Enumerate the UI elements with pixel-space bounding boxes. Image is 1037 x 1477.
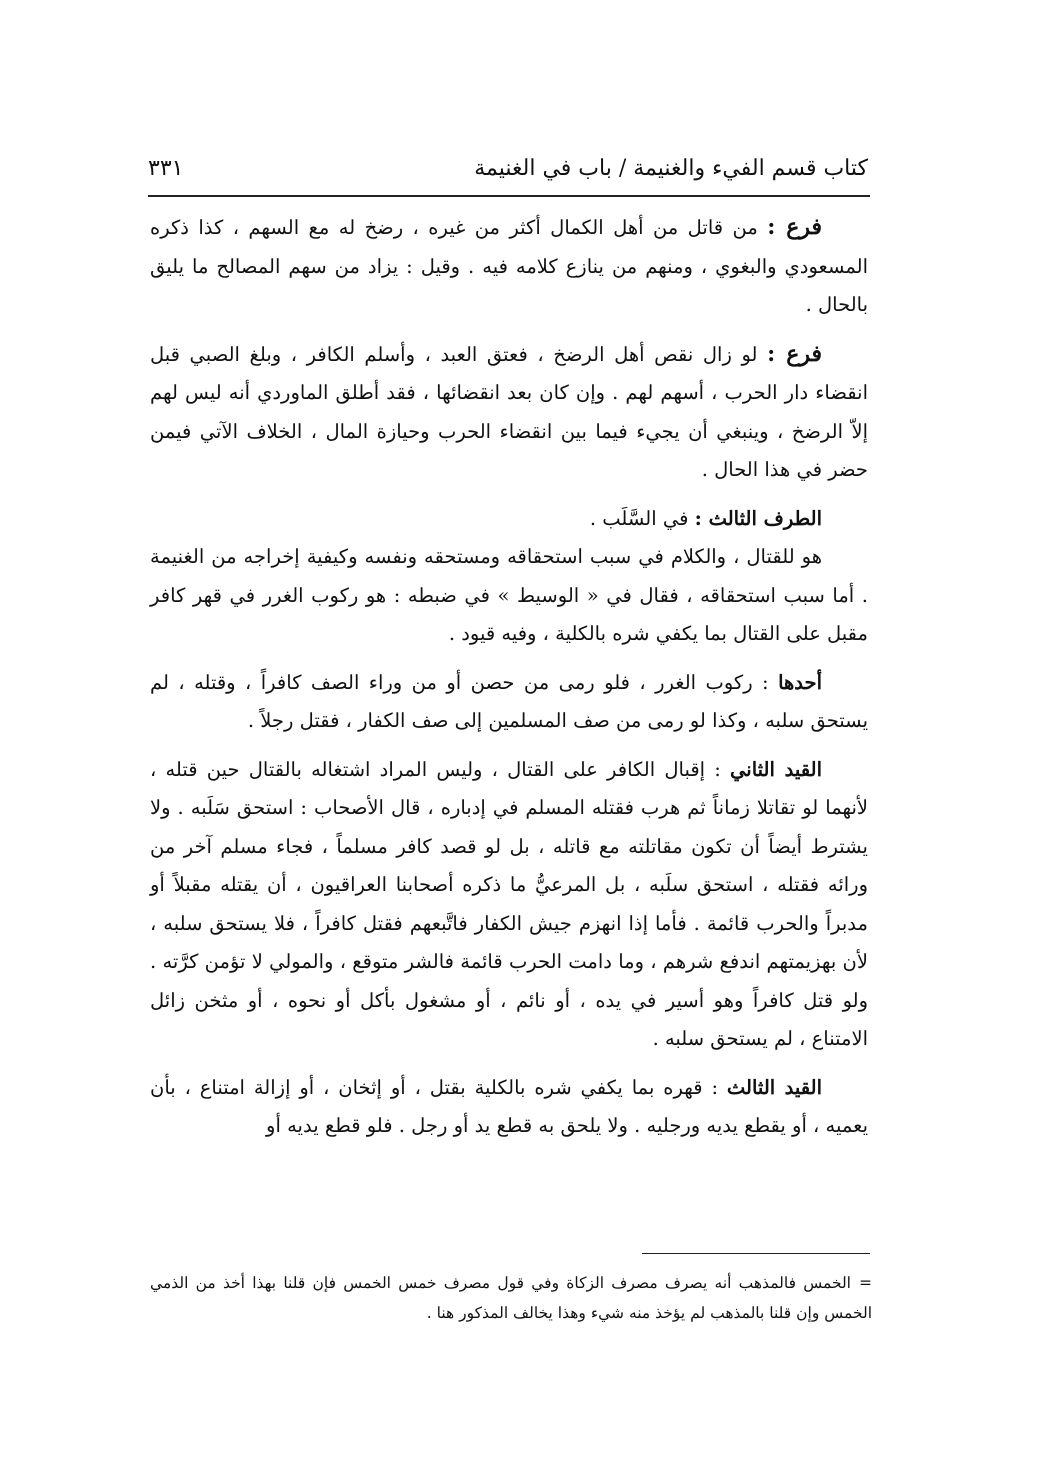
paragraph-lead: القيد الثالث: [726, 1075, 822, 1099]
paragraph-text: لو زال نقص أهل الرضخ ، فعتق العبد ، وأسلم الكافر ، وبلغ الصبي قبل انقضاء دار الحرب ، أسهم لهم . وإن كان بعد انقضائها ، فقد أطلق الماوردي أنه ليس لهم إلاّ الرضخ ، وينبغي أن يجيء فيما بين انقضاء الحرب وحيازة المال ، الخلاف الآتي فيمن حضر في هذا الحال .: [150, 342, 868, 481]
running-header: [148, 150, 868, 190]
paragraph-salab-intro: [150, 538, 868, 654]
paragraph-condition-3: [150, 1069, 868, 1146]
paragraph-branch-2: [150, 335, 868, 490]
paragraph-text: : قهره بما يكفي شره بالكلية بقتل ، أو إثخان ، أو إزالة امتناع ، بأن يعميه ، أو يقطع يديه ورجليه . ولا يلحق به قطع يد أو رجل . فلو قطع يديه أو: [150, 1075, 868, 1137]
header-divider: [148, 195, 870, 197]
main-text: [150, 208, 868, 1146]
paragraph-text: : إقبال الكافر على القتال ، وليس المراد اشتغاله بالقتال حين قتله ، لأنهما لو تقاتلا زماناً ثم هرب فقتله المسلم في إدباره ، قال الأصحاب : استحق سَلَبه . ولا يشترط أيضاً أن تكون مقاتلته مع قاتله ، بل لو قصد كافر مسلماً ، فجاء مسلم آخر من ورائه فقتله ، استحق سلَبه ، بل المرعيُّ ما ذكره أصحابنا العراقيون ، أن يقتله مقبلاً أو مدبراً والحرب قائمة . فأما إذا انهزم جيش الكفار فاتَّبعهم فقتل كافراً ، فلا يستحق سلبه ، لأن بهزيمتهم اندفع شرهم ، وما دامت الحرب قائمة فالشر متوقع ، والمولي لا تؤمن كرَّته . ولو قتل كافراً وهو أسير في يده ، أو نائم ، أو مشغول بأكل أو نحوه ، أو مثخن زائل الامتناع ، لم يستحق سلبه .: [150, 757, 868, 1050]
paragraph-lead: القيد الثاني: [730, 757, 822, 781]
footnote-divider: [642, 1253, 870, 1254]
page-number: ٣٣١: [148, 156, 184, 181]
section-heading: [150, 500, 868, 539]
section-heading-lead: الطرف الثالث :: [694, 506, 822, 530]
paragraph-lead: أحدها: [778, 670, 822, 694]
section-heading-text: في السَّلَب .: [589, 506, 695, 530]
paragraph-condition-1: [150, 664, 868, 741]
paragraph-lead: فرع :: [767, 214, 823, 240]
paragraph-text: هو للقتال ، والكلام في سبب استحقاقه ومستحقه ونفسه وكيفية إخراجه من الغنيمة . أما سبب استحقاقه ، فقال في « الوسيط » في ضبطه : هو ركوب الغرر في قهر كافر مقبل على القتال بما يكفي شره بالكلية ، وفيه قيود .: [150, 545, 868, 645]
paragraph-text: : ركوب الغرر ، فلو رمى من حصن أو من وراء الصف كافراً ، وقتله ، لم يستحق سلبه ، وكذا لو رمى من صف المسلمين إلى صف الكفار ، فقتل رجلاً .: [150, 670, 868, 732]
paragraph-lead: فرع :: [767, 340, 823, 367]
paragraph-branch-1: [150, 208, 868, 325]
chapter-title: كتاب قسم الفيء والغنيمة / باب في الغنيمة: [474, 156, 868, 181]
footnote-mark: =: [859, 1274, 872, 1292]
paragraph-condition-2: [150, 751, 868, 1059]
footnote: [150, 1268, 872, 1328]
footnote-text: الخمس فالمذهب أنه يصرف مصرف الزكاة وفي قول مصرف خمس الخمس فإن قلنا بهذا أخذ من الذمي الخمس وإن قلنا بالمذهب لم يؤخذ منه شيء وهذا يخالف المذكور هنا .: [150, 1274, 872, 1322]
paragraph-text: من قاتل من أهل الكمال أكثر من غيره ، رضخ له مع السهم ، كذا ذكره المسعودي والبغوي ، ومنهم من ينازع كلامه فيه . وقيل : يزاد من سهم المصالح ما يليق بالحال .: [150, 216, 868, 316]
